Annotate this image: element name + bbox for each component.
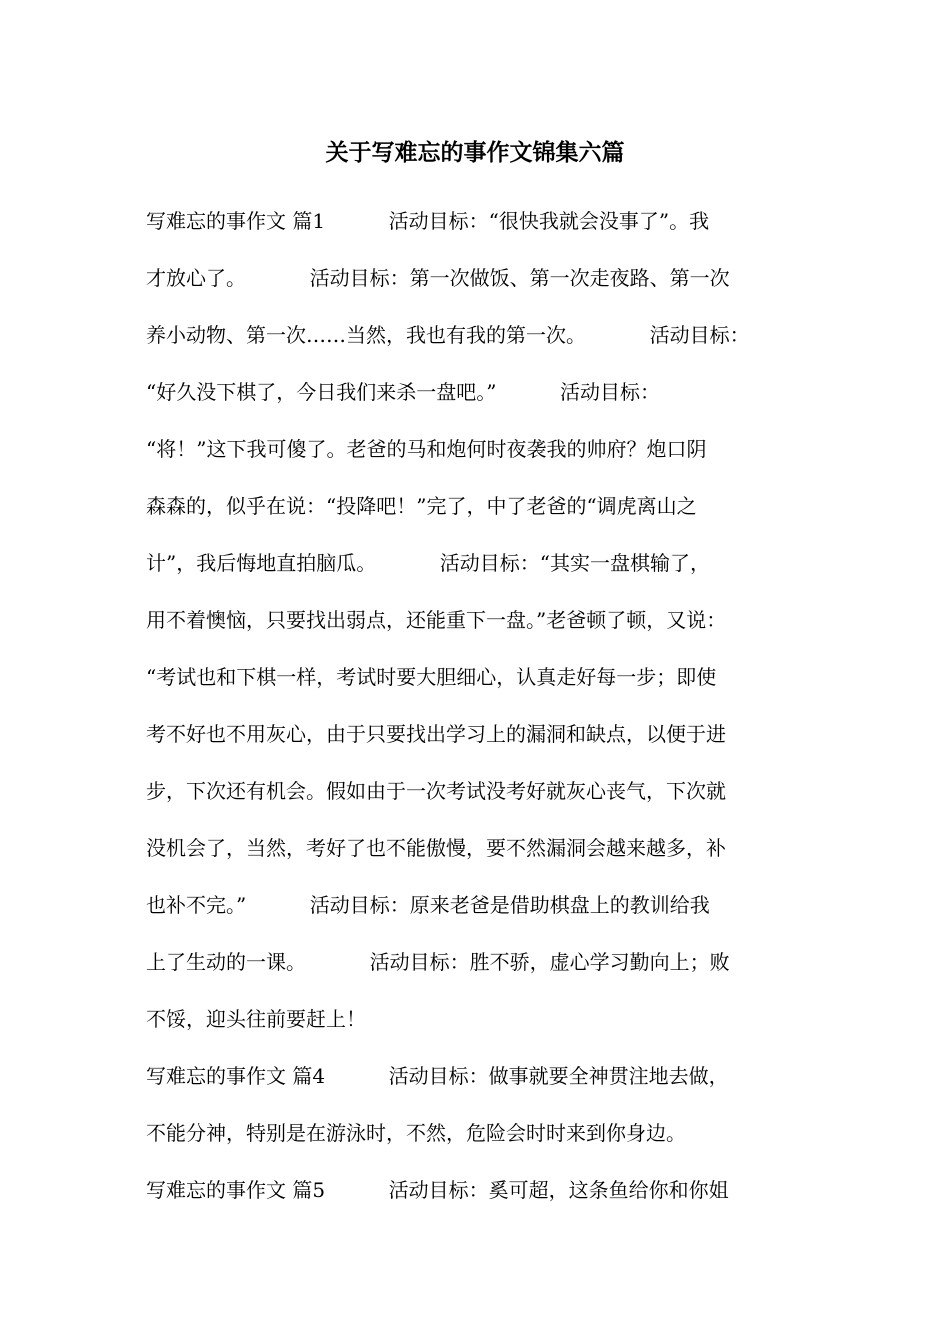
paragraph-line-9: “考试也和下棋一样，考试时要大胆细心，认真走好每一步；即使 — [146, 665, 717, 689]
paragraph-line-5: “将！”这下我可傻了。老爸的马和炮何时夜袭我的帅府？炮口阴 — [146, 437, 707, 461]
paragraph-line-14: 上了生动的一课。 活动目标：胜不骄，虚心学习勤向上；败 — [146, 950, 730, 974]
paragraph-line-2: 才放心了。 活动目标：第一次做饭、第一次走夜路、第一次 — [146, 266, 730, 290]
paragraph-line-12: 没机会了，当然，考好了也不能傲慢，要不然漏洞会越来越多，补 — [146, 836, 726, 860]
paragraph-line-3: 养小动物、第一次……当然，我也有我的第一次。 活动目标： — [146, 323, 750, 347]
paragraph-line-15: 不馁，迎头往前要赶上！ — [146, 1007, 366, 1031]
paragraph-line-7: 计”，我后悔地直拍脑瓜。 活动目标：“其实一盘棋输了， — [146, 551, 711, 575]
paragraph-line-13: 也补不完。” 活动目标：原来老爸是借助棋盘上的教训给我 — [146, 893, 710, 917]
paragraph-line-18: 写难忘的事作文 篇5 活动目标：奚可超，这条鱼给你和你姐 — [146, 1178, 729, 1202]
paragraph-line-16: 写难忘的事作文 篇4 活动目标：做事就要全神贯注地去做， — [146, 1064, 729, 1088]
paragraph-line-17: 不能分神，特别是在游泳时，不然，危险会时时来到你身边。 — [146, 1121, 686, 1145]
paragraph-line-11: 步，下次还有机会。假如由于一次考试没考好就灰心丧气，下次就 — [146, 779, 726, 803]
paragraph-line-6: 森森的，似乎在说：“投降吧！”完了，中了老爸的“调虎离山之 — [146, 494, 697, 518]
paragraph-line-4: “好久没下棋了，今日我们来杀一盘吧。” 活动目标： — [146, 380, 661, 404]
paragraph-line-8: 用不着懊恼，只要找出弱点，还能重下一盘。”老爸顿了顿，又说： — [146, 608, 727, 632]
paragraph-line-1: 写难忘的事作文 篇1 活动目标：“很快我就会没事了”。我 — [146, 209, 710, 233]
paragraph-line-10: 考不好也不用灰心，由于只要找出学习上的漏洞和缺点，以便于进 — [146, 722, 726, 746]
document-title: 关于写难忘的事作文锦集六篇 — [325, 139, 625, 166]
